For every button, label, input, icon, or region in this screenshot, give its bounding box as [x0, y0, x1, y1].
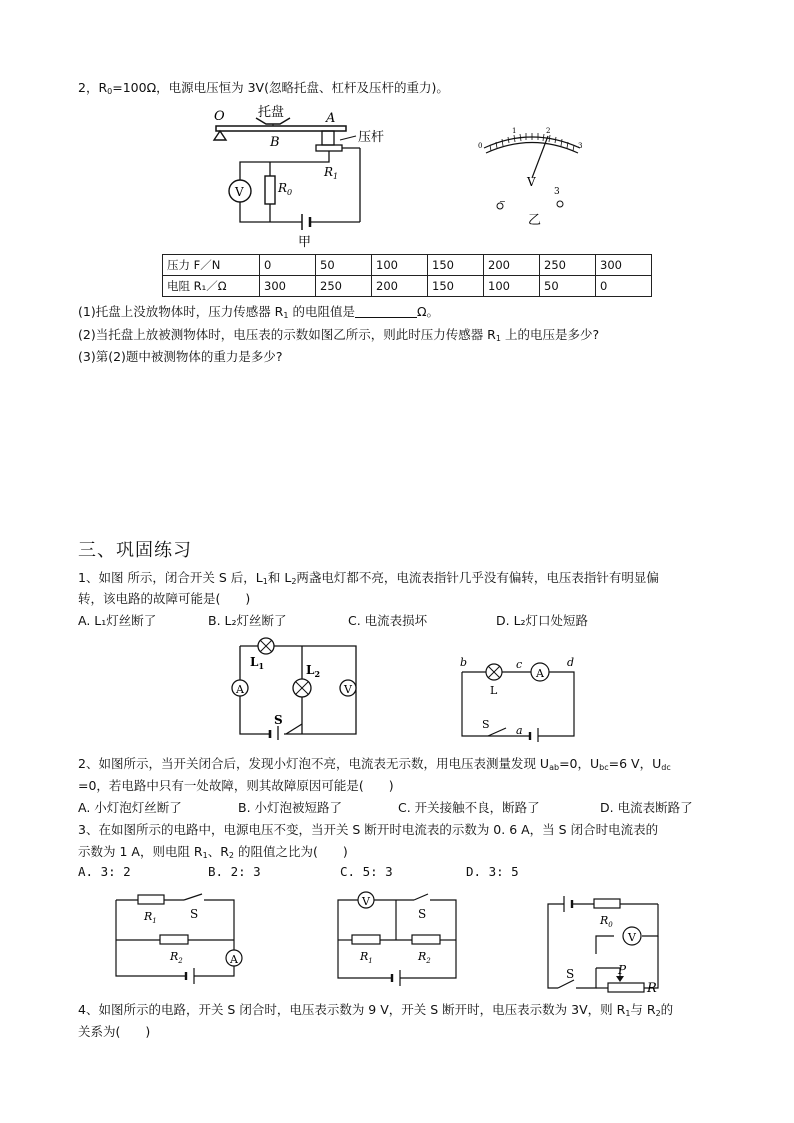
force-resistance-table [162, 254, 652, 297]
svg-text:A: A [536, 667, 544, 680]
section-title: 三、巩固练习 [78, 540, 192, 561]
resistor-R0 [594, 899, 620, 908]
svg-text:R2: $R_2$ [170, 950, 183, 965]
svg-text:V: V [344, 683, 352, 696]
p3-line1: 3、在如图所示的电路中，电源电压不变，当开关 S 断开时电流表的示数为 0. 6 A，当 S 闭合时电流表的 [78, 822, 659, 837]
label-rod: 压杆 [358, 130, 385, 145]
svg-text:d: d [567, 656, 575, 669]
svg-text:R0: $R_0$ [278, 181, 293, 197]
svg-text:V: V [235, 185, 244, 199]
svg-text:S: S [482, 718, 490, 731]
p3-line2: 示数为 1 A，则电阻 $R_1$、$R_2$ 的阻值之比为( ) [78, 844, 348, 860]
p2-line1: 2、如图所示，当开关闭合后，发现小灯泡不亮，电流表无示数，用电压表测量发现 $U_{ab}=0$，$U_{bc}=6$ V，$U_{dc}$ [78, 756, 671, 772]
resistor-R0 [265, 176, 275, 204]
svg-text:P: P [618, 963, 627, 977]
svg-text:V: V [527, 175, 536, 189]
p3-option-b[interactable]: B. 2: 3 [208, 864, 261, 879]
q2-intro: 2，$R_0=100\Omega$，电源电压恒为 3V(忽略托盘、杠杆及压杆的重力)。 [78, 80, 449, 96]
svg-text:2: 2 [546, 127, 551, 135]
figure-p1-circuit [226, 636, 366, 740]
answer-blank[interactable] [355, 305, 417, 318]
label-tray: 托盘 [258, 105, 285, 120]
svg-text:A: A [236, 683, 244, 696]
lamp-L1-icon [258, 638, 274, 654]
p3-option-c[interactable]: C. 5: 3 [340, 864, 393, 879]
p1-option-a[interactable]: A. L₁灯丝断了 [78, 613, 157, 628]
p1-option-c[interactable]: C. 电流表损坏 [348, 613, 428, 628]
p1-option-b[interactable]: B. L₂灯丝断了 [208, 613, 287, 628]
svg-text:R2: $R_2$ [418, 950, 431, 965]
svg-text:L2: $L_2$ [306, 663, 321, 679]
p1-line2: 转，该电路的故障可能是( ) [78, 591, 251, 606]
p2-line2: =0，若电路中只有一处故障，则其故障原因可能是( ) [78, 778, 394, 793]
question-3: (3)第(2)题中被测物体的重力是多少? [78, 349, 283, 364]
lamp-L-icon [486, 664, 502, 680]
svg-text:R0: $R_0$ [600, 914, 613, 929]
svg-text:a: a [516, 724, 523, 737]
figure-yi [476, 126, 588, 234]
resistor-R1 [138, 895, 164, 904]
svg-text:3: 3 [554, 187, 560, 197]
figure-p3c-circuit [544, 892, 674, 1000]
svg-text:−: − [499, 197, 506, 206]
svg-text:S: S [418, 907, 427, 921]
switch-label: S [274, 713, 283, 727]
question-2: (2)当托盘上放被测物体时，电压表的示数如图乙所示，则此时压力传感器 $R_1$ 上的电压是多少? [78, 327, 600, 343]
svg-text:R: R [647, 981, 657, 996]
p2-option-b[interactable]: B. 小灯泡被短路了 [238, 800, 343, 815]
label-O: O [214, 109, 225, 124]
caption-jia: 甲 [298, 235, 312, 250]
table-row: 压力 F／N 0 50 100 150 200 250 300 [163, 255, 652, 276]
figure-jia [210, 100, 410, 252]
p2-option-c[interactable]: C. 开关接触不良，断路了 [398, 800, 540, 815]
svg-text:L1: $L_1$ [250, 655, 265, 671]
svg-text:S: S [190, 907, 199, 921]
svg-text:L: L [490, 684, 498, 697]
lamp-L2-icon [293, 679, 311, 697]
svg-text:3: 3 [578, 142, 583, 150]
svg-text:V: V [628, 931, 636, 944]
rheostat-R [608, 983, 644, 992]
p2-option-a[interactable]: A. 小灯泡灯丝断了 [78, 800, 182, 815]
svg-text:c: c [516, 658, 523, 671]
p3-option-d[interactable]: D. 3: 5 [466, 864, 519, 879]
svg-text:V: V [362, 895, 370, 908]
svg-text:R1: $R_1$ [360, 950, 373, 965]
label-B: B [270, 135, 280, 150]
svg-text:A: A [230, 953, 238, 966]
p3-option-a[interactable]: A. 3: 2 [78, 864, 131, 879]
p1-line1: 1、如图 所示，闭合开关 S 后，$L_1$和 $L_2$两盏电灯都不亮，电流表指针几乎没有偏转，电压表指针有明显偏 [78, 570, 659, 586]
pivot [214, 131, 226, 140]
p1-option-d[interactable]: D. L₂灯口处短路 [496, 613, 589, 628]
p4-line2: 关系为( ) [78, 1024, 151, 1039]
p4-line1: 4、如图所示的电路，开关 S 闭合时，电压表示数为 9 V，开关 S 断开时，电压表示数为 3V，则 $R_1$与 $R_2$的 [78, 1002, 674, 1018]
label-A: A [326, 111, 336, 126]
svg-text:S: S [566, 967, 575, 981]
resistor-R1 [352, 935, 380, 944]
svg-text:0: 0 [478, 142, 483, 150]
resistor-R2 [160, 935, 188, 944]
svg-text:R1: $R_1$ [144, 910, 157, 925]
label-R1: $R_1$ [324, 165, 339, 181]
figure-p2-circuit [454, 656, 584, 742]
table-row: 电阻 R₁／Ω 300 250 200 150 100 50 0 [163, 276, 652, 297]
p2-option-d[interactable]: D. 电流表断路了 [600, 800, 693, 815]
figure-p3a-circuit [112, 890, 252, 984]
svg-text:1: 1 [512, 127, 517, 135]
lever [216, 126, 346, 131]
caption-yi: 乙 [528, 213, 542, 228]
resistor-R2 [412, 935, 440, 944]
svg-text:b: b [460, 656, 468, 669]
question-1: (1)托盘上没放物体时，压力传感器 $R_1$ 的电阻值是 Ω。 [78, 304, 440, 320]
figure-p3b-circuit [334, 888, 466, 988]
